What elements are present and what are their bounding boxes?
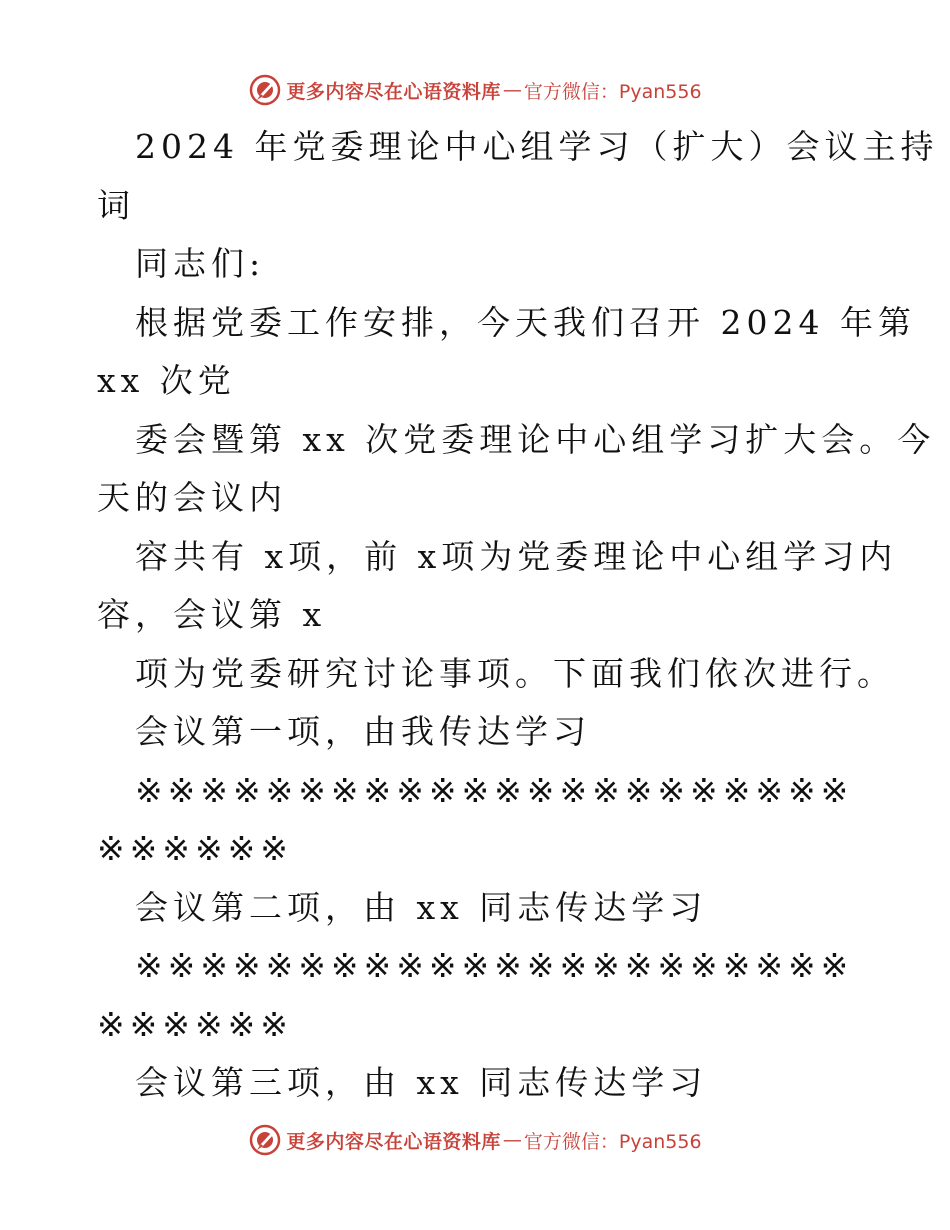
paragraph-line: 天的会议内 — [97, 478, 287, 517]
footer-watermark-banner — [0, 1118, 950, 1162]
agenda-item-1: 会议第一项，由我传达学习 — [135, 712, 591, 751]
salutation: 同志们: — [135, 244, 266, 283]
banner-wechat: 官方微信：Pyan556 — [523, 1130, 702, 1153]
paragraph-line: 根据党委工作安排，今天我们召开 2024 年第 — [135, 302, 916, 342]
paragraph-line: xx 次党 — [97, 361, 236, 400]
paragraph-line: 容共有 x项，前 x项为党委理论中心组学习内 — [135, 536, 898, 576]
pen-logo-icon — [248, 73, 282, 107]
placeholder-line: ※※※※※※※※※※※※※※※※※※※※※※ — [135, 770, 854, 810]
banner-wechat: 官方微信：Pyan556 — [523, 80, 702, 103]
pen-logo-icon — [248, 1123, 282, 1157]
banner-text: 更多内容尽在心语资料库 — [286, 1130, 501, 1153]
agenda-item-3: 会议第三项，由 xx 同志传达学习 — [135, 1063, 708, 1102]
paragraph-line: 容，会议第 x — [97, 595, 327, 634]
paragraph-line: 委会暨第 xx 次党委理论中心组学习扩大会。今 — [135, 419, 936, 459]
banner-text: 更多内容尽在心语资料库 — [286, 80, 501, 103]
agenda-item-2: 会议第二项，由 xx 同志传达学习 — [135, 887, 708, 927]
document-title-line-1: 2024 年党委理论中心组学习（扩大）会议主持 — [135, 127, 939, 166]
placeholder-line: ※※※※※※ — [97, 1004, 293, 1044]
banner-separator: — — [502, 1129, 522, 1151]
banner-separator: — — [502, 79, 522, 101]
document-body — [97, 118, 939, 1113]
document-title-line-2: 词 — [97, 185, 135, 225]
header-watermark-banner — [0, 68, 950, 112]
paragraph-line: 项为党委研究讨论事项。下面我们依次进行。 — [135, 653, 895, 693]
placeholder-line: ※※※※※※ — [97, 829, 293, 868]
placeholder-line: ※※※※※※※※※※※※※※※※※※※※※※ — [135, 946, 854, 985]
